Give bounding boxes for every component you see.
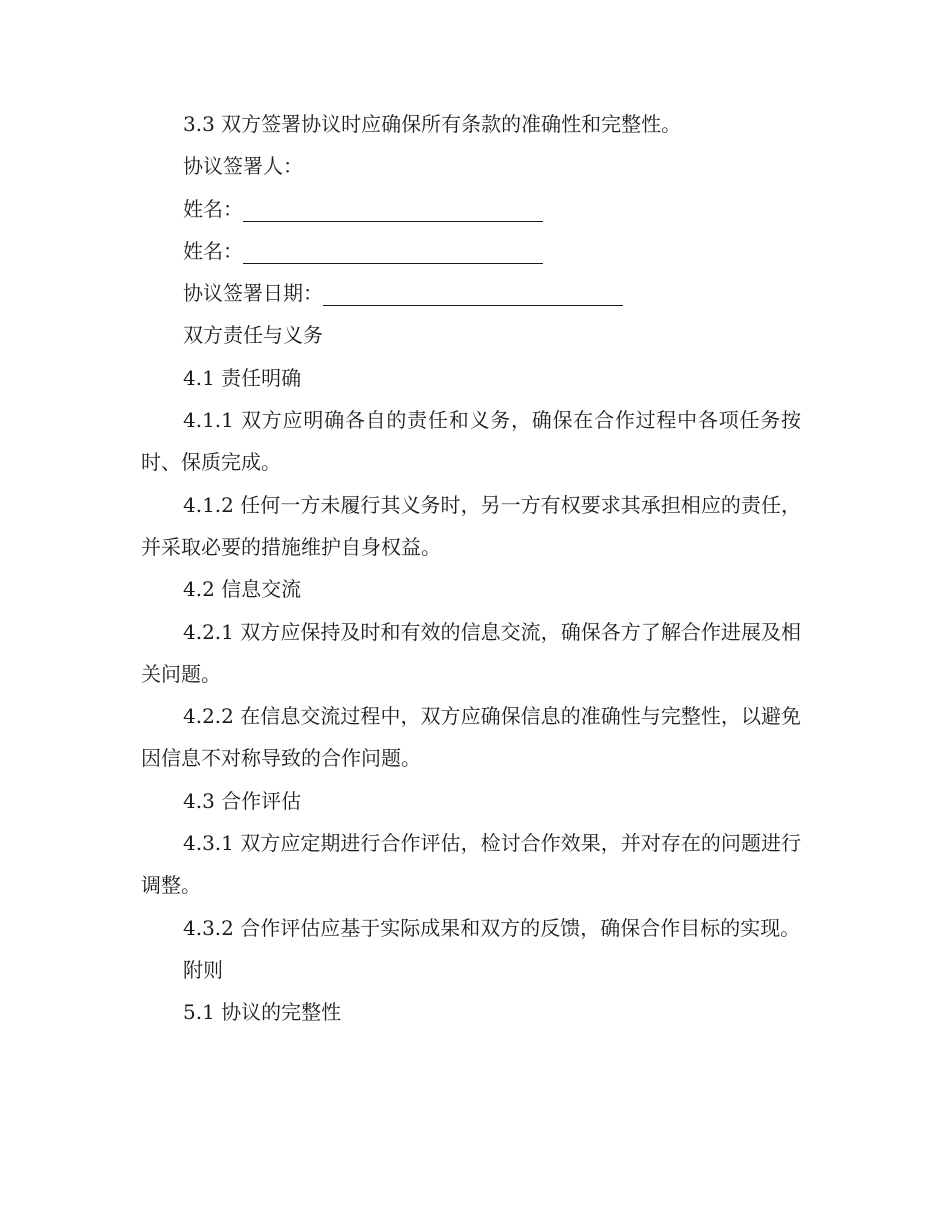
clause-4-2-1: 4.2.1 双方应保持及时和有效的信息交流，确保各方了解合作进展及相关问题。 — [141, 619, 801, 686]
clause-4-3-2: 4.3.2 合作评估应基于实际成果和双方的反馈，确保合作目标的实现。 — [183, 915, 801, 940]
sign-date-line — [141, 272, 801, 314]
clause-4-2-2: 4.2.2 在信息交流过程中，双方应确保信息的准确性与完整性，以避免因信息不对称导致的合作问题。 — [141, 704, 801, 771]
signer-name-label-1: 姓名： — [183, 196, 243, 221]
signer-name-blank-1 — [243, 220, 543, 222]
clause-4-1-2: 4.1.2 任何一方未履行其义务时，另一方有权要求其承担相应的责任，并采取必要的措施维护自身权益。 — [141, 492, 801, 559]
clause-4-1: 4.1 责任明确 — [183, 365, 302, 390]
sign-date-blank — [323, 304, 623, 306]
section-4-heading: 双方责任与义务 — [183, 323, 323, 348]
section-5-heading: 附则 — [183, 957, 223, 982]
clause-4-3: 4.3 合作评估 — [183, 788, 302, 813]
signer-name-line-2 — [141, 230, 801, 272]
signer-name-blank-2 — [243, 262, 543, 264]
clause-3-3: 3.3 双方签署协议时应确保所有条款的准确性和完整性。 — [183, 112, 682, 136]
signer-name-line-1 — [141, 188, 801, 230]
sign-date-label: 协议签署日期： — [183, 281, 323, 306]
clause-5-1: 5.1 协议的完整性 — [183, 1000, 342, 1025]
clause-4-1-1: 4.1.1 双方应明确各自的责任和义务，确保在合作过程中各项任务按时、保质完成。 — [141, 408, 801, 475]
clause-4-3-1: 4.3.1 双方应定期进行合作评估，检讨合作效果，并对存在的问题进行调整。 — [141, 831, 801, 898]
document-body — [141, 103, 801, 1034]
signers-heading: 协议签署人： — [183, 154, 303, 179]
signer-name-label-2: 姓名： — [183, 238, 243, 263]
clause-4-2: 4.2 信息交流 — [183, 577, 302, 602]
